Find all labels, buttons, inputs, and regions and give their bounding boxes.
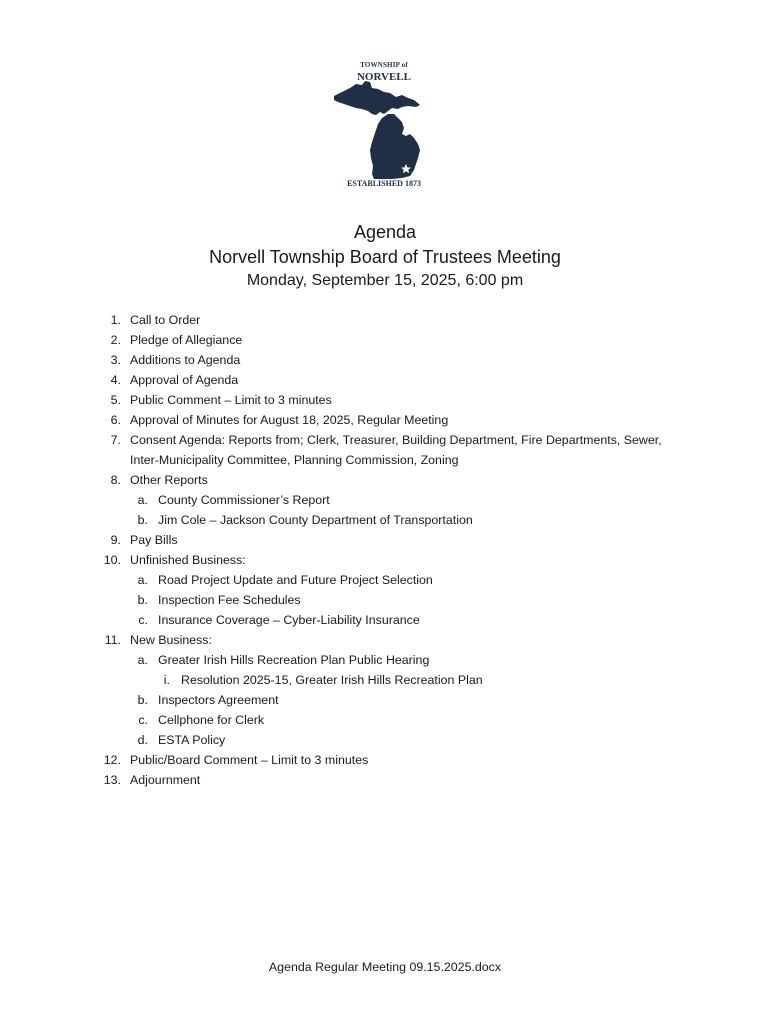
subsubitem-text: Resolution 2025-15, Greater Irish Hills Recreation Plan — [181, 673, 483, 687]
agenda-subsubitem — [0, 671, 770, 691]
item-text: Approval of Agenda — [130, 373, 239, 387]
item-number: 10. — [103, 553, 121, 567]
logo-name-text: NORVELL — [356, 71, 411, 83]
agenda-subitem — [0, 711, 770, 731]
subitem-letter: a. — [137, 653, 148, 667]
agenda-item — [0, 331, 770, 351]
item-number: 7. — [110, 433, 121, 447]
agenda-subitem — [0, 491, 770, 511]
agenda-item — [0, 471, 770, 491]
agenda-list — [0, 311, 770, 791]
subitem-letter: c. — [138, 613, 148, 627]
agenda-subitem — [0, 731, 770, 751]
footer-filename: Agenda Regular Meeting 09.15.2025.docx — [268, 960, 502, 974]
subitem-text: Insurance Coverage – Cyber-Liability Insurance — [158, 613, 420, 627]
subitem-letter: c. — [138, 713, 148, 727]
subitem-letter: b. — [137, 693, 148, 707]
item-text: Consent Agenda: Reports from; Clerk, Treasurer, Building Department, Fire Departments, Sewer, — [130, 433, 662, 447]
subitem-text: Road Project Update and Future Project Selection — [158, 573, 433, 587]
item-number: 3. — [110, 353, 121, 367]
item-text: Adjournment — [130, 773, 201, 787]
item-number: 6. — [110, 413, 121, 427]
item-text: Approval of Minutes for August 18, 2025, Regular Meeting — [130, 413, 449, 427]
subitem-text: Jim Cole – Jackson County Department of Transportation — [158, 513, 473, 527]
subsubitem-numeral: i. — [163, 673, 170, 687]
agenda-item — [0, 551, 770, 571]
agenda-subitem — [0, 511, 770, 531]
meeting-title: Norvell Township Board of Trustees Meeting — [209, 247, 561, 267]
item-text: Additions to Agenda — [130, 353, 241, 367]
logo-top-text: TOWNSHIP of — [360, 61, 408, 69]
item-number: 11. — [104, 633, 121, 647]
agenda-item — [0, 371, 770, 391]
meeting-date: Monday, September 15, 2025, 6:00 pm — [246, 272, 524, 289]
agenda-item — [0, 531, 770, 551]
item-number: 13. — [103, 773, 121, 787]
item-text: Other Reports — [130, 473, 208, 487]
subitem-letter: b. — [137, 593, 148, 607]
agenda-item — [0, 751, 770, 771]
item-number: 9. — [110, 533, 121, 547]
item-number: 1. — [110, 313, 121, 327]
logo-established-text: ESTABLISHED 1873 — [347, 179, 421, 188]
item-number: 8. — [110, 473, 121, 487]
agenda-item — [0, 411, 770, 431]
agenda-item — [0, 391, 770, 411]
subitem-text: Greater Irish Hills Recreation Plan Public Hearing — [158, 653, 430, 667]
item-text: Unfinished Business: — [130, 553, 246, 567]
agenda-subitem — [0, 571, 770, 591]
subitem-text: Inspectors Agreement — [158, 693, 279, 707]
agenda-item — [0, 771, 770, 791]
item-text: Pay Bills — [130, 533, 178, 547]
agenda-subitem — [0, 651, 770, 671]
agenda-item — [0, 311, 770, 331]
agenda-item — [0, 631, 770, 651]
township-logo — [328, 58, 440, 192]
item-text: New Business: — [130, 633, 212, 647]
agenda-subitem — [0, 691, 770, 711]
subitem-text: Inspection Fee Schedules — [158, 593, 301, 607]
item-text: Public/Board Comment – Limit to 3 minutes — [130, 753, 369, 767]
agenda-subitem — [0, 591, 770, 611]
subitem-text: County Commissioner’s Report — [158, 493, 330, 507]
item-number: 4. — [110, 373, 121, 387]
item-text-continuation: Inter-Municipality Committee, Planning Commission, Zoning — [130, 453, 459, 467]
agenda-item — [0, 431, 770, 451]
agenda-item-continuation — [0, 451, 770, 471]
agenda-subitem — [0, 611, 770, 631]
michigan-map-icon — [332, 78, 428, 182]
item-text: Public Comment – Limit to 3 minutes — [130, 393, 332, 407]
item-number: 12. — [103, 753, 121, 767]
item-number: 5. — [110, 393, 121, 407]
subitem-text: Cellphone for Clerk — [158, 713, 265, 727]
item-text: Call to Order — [130, 313, 201, 327]
subitem-letter: b. — [137, 513, 148, 527]
agenda-item — [0, 351, 770, 371]
subitem-letter: a. — [137, 573, 148, 587]
page-title: Agenda — [353, 222, 417, 242]
subitem-text: ESTA Policy — [158, 733, 226, 747]
subitem-letter: a. — [137, 493, 148, 507]
item-text: Pledge of Allegiance — [130, 333, 243, 347]
subitem-letter: d. — [137, 733, 148, 747]
item-number: 2. — [110, 333, 121, 347]
